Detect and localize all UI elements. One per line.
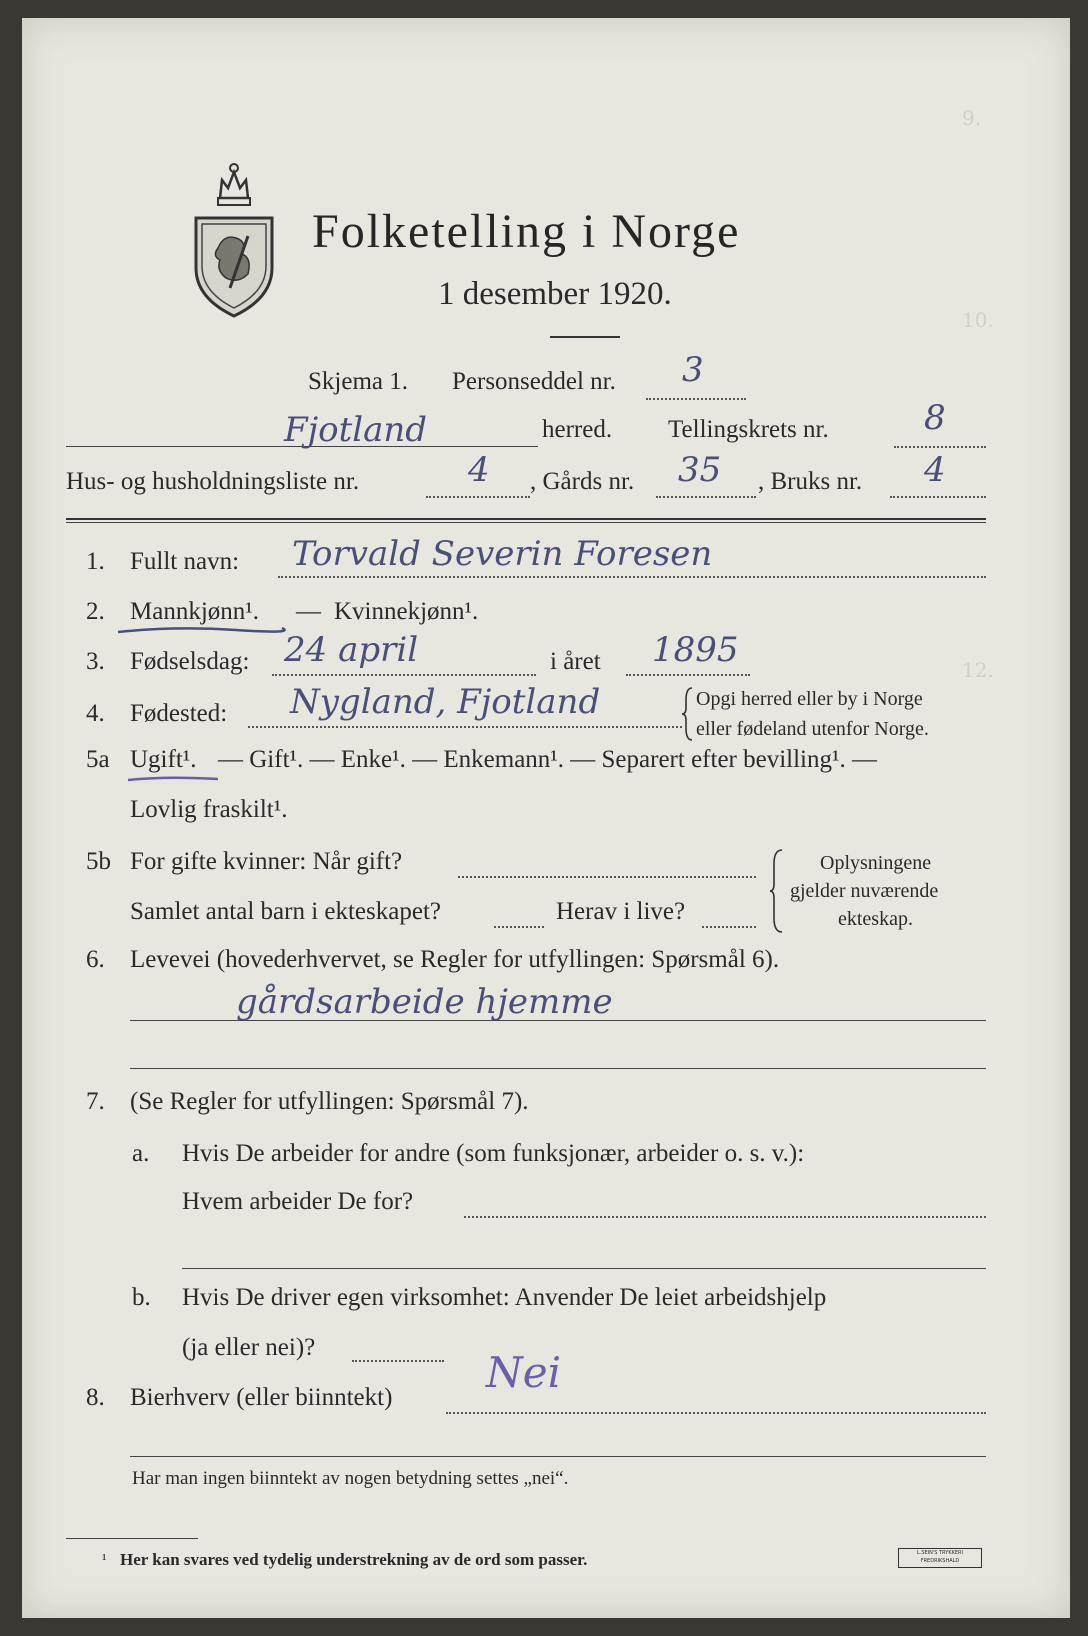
q2-handwritten-underline	[116, 624, 286, 636]
employer-line	[464, 1216, 986, 1218]
birthplace-value: Nygland, Fjotland	[290, 682, 601, 722]
full-name-value: Torvald Severin Foresen	[292, 534, 713, 574]
q2-female-option: Kvinnekjønn¹.	[334, 598, 479, 625]
birthplace-line	[248, 726, 682, 728]
q5b-brace	[770, 848, 784, 934]
birth-year-value: 1895	[652, 630, 739, 670]
q4-label: Fødested:	[130, 700, 228, 727]
employer-line-2	[182, 1268, 986, 1269]
occupation-line-2	[130, 1068, 986, 1069]
q1-number: 1.	[86, 548, 105, 575]
tellingskrets-value: 8	[924, 398, 946, 438]
q7a-letter: a.	[132, 1140, 150, 1167]
personseddel-line	[646, 398, 746, 400]
q7-number: 7.	[86, 1088, 105, 1115]
q5b-when-married-label: For gifte kvinner: Når gift?	[130, 848, 403, 875]
footer-note: Har man ingen biinntekt av nogen betydning settes „nei“.	[132, 1468, 569, 1489]
bruks-value: 4	[924, 450, 946, 490]
side-income-line	[446, 1412, 986, 1414]
personseddel-label: Personseddel nr.	[452, 368, 616, 395]
bruks-line	[890, 496, 986, 498]
when-married-line	[458, 876, 756, 878]
tellingskrets-label: Tellingskrets nr.	[668, 416, 829, 443]
q5b-note-line3: ekteskap.	[838, 908, 913, 930]
q5b-note-line2: gjelder nuværende	[790, 880, 939, 902]
q5b-number: 5b	[86, 848, 111, 875]
footnote-mark: ¹	[102, 1552, 107, 1568]
q1-line	[278, 576, 986, 578]
herred-label: herred.	[542, 416, 613, 443]
q8-label: Bierhverv (eller biinntekt)	[130, 1384, 393, 1411]
section-divider	[66, 518, 986, 520]
personseddel-value: 3	[682, 350, 704, 390]
bleed-through-text: 12.	[962, 658, 994, 682]
q4-brace	[682, 686, 696, 742]
q6-label: Levevei (hovederhvervet, se Regler for utfyllingen: Spørsmål 6).	[130, 946, 780, 973]
q5b-children-label: Samlet antal barn i ekteskapet?	[130, 898, 441, 925]
ja-nei-line	[352, 1360, 444, 1362]
children-line	[494, 926, 544, 928]
norway-coat-of-arms-icon	[190, 158, 278, 320]
tellingskrets-line	[894, 446, 986, 448]
q7a-employer-label: Hvem arbeider De for?	[182, 1188, 414, 1215]
q5a-handwritten-underline	[126, 774, 222, 784]
q6-number: 6.	[86, 946, 105, 973]
alive-line	[702, 926, 756, 928]
census-form-page	[22, 18, 1070, 1618]
gards-value: 35	[678, 450, 722, 490]
bleed-through-text: 10.	[962, 308, 994, 332]
side-income-line-2	[130, 1456, 986, 1457]
q5a-other-options: — Gift¹. — Enke¹. — Enkemann¹. — Separert efter bevilling¹. —	[218, 746, 877, 773]
q5b-note-line1: Oplysningene	[820, 852, 932, 874]
title-divider	[550, 336, 620, 338]
form-title: Folketelling i Norge	[312, 205, 741, 258]
bruks-label: , Bruks nr.	[758, 468, 863, 495]
q7b-question: Hvis De driver egen virksomhet: Anvender De leiet arbeidshjelp	[182, 1284, 827, 1311]
bleed-through-text: 9.	[962, 106, 982, 130]
section-divider	[66, 522, 986, 523]
q8-number: 8.	[86, 1384, 105, 1411]
birthdate-line	[272, 674, 536, 676]
occupation-value: gårdsarbeide hjemme	[236, 982, 613, 1022]
footnote-text: Her kan svares ved tydelig understrekning av de ord som passer.	[120, 1550, 588, 1569]
printer-stamp: L.SEIN'S TRYKKERI FREDRIKSHALD	[898, 1548, 982, 1568]
q5a-ugift-option: Ugift¹.	[130, 746, 197, 773]
husholdningsliste-label: Hus- og husholdningsliste nr.	[66, 468, 360, 495]
q2-male-option: Mannkjønn¹.	[130, 598, 260, 625]
q7-label: (Se Regler for utfyllingen: Spørsmål 7).	[130, 1088, 529, 1115]
q7b-ja-nei-label: (ja eller nei)?	[182, 1334, 316, 1361]
year-label: i året	[550, 648, 601, 675]
q4-number: 4.	[86, 700, 105, 727]
q3-number: 3.	[86, 648, 105, 675]
birthdate-value: 24 april	[284, 630, 419, 670]
skjema-label: Skjema 1.	[308, 368, 408, 395]
birth-year-line	[626, 674, 750, 676]
side-income-value: Nei	[486, 1348, 562, 1397]
q7a-question: Hvis De arbeider for andre (som funksjonær, arbeider o. s. v.):	[182, 1140, 805, 1167]
q4-note-line2: eller fødeland utenfor Norge.	[696, 718, 929, 740]
gards-line	[656, 496, 756, 498]
q5a-lovlig-fraskilt: Lovlig fraskilt¹.	[130, 796, 288, 823]
q3-label: Fødselsdag:	[130, 648, 250, 675]
q2-separator: —	[296, 598, 321, 625]
q4-note-line1: Opgi herred eller by i Norge	[696, 688, 923, 710]
husholdningsliste-value: 4	[468, 450, 490, 490]
q5b-alive-label: Herav i live?	[556, 898, 686, 925]
q5a-number: 5a	[86, 746, 110, 773]
gards-label: , Gårds nr.	[530, 468, 635, 495]
q1-label: Fullt navn:	[130, 548, 240, 575]
footnote-divider	[66, 1538, 198, 1539]
q7b-letter: b.	[132, 1284, 151, 1311]
husholdningsliste-line	[426, 496, 530, 498]
herred-value: Fjotland	[284, 410, 428, 450]
census-date: 1 desember 1920.	[438, 276, 672, 312]
q2-number: 2.	[86, 598, 105, 625]
